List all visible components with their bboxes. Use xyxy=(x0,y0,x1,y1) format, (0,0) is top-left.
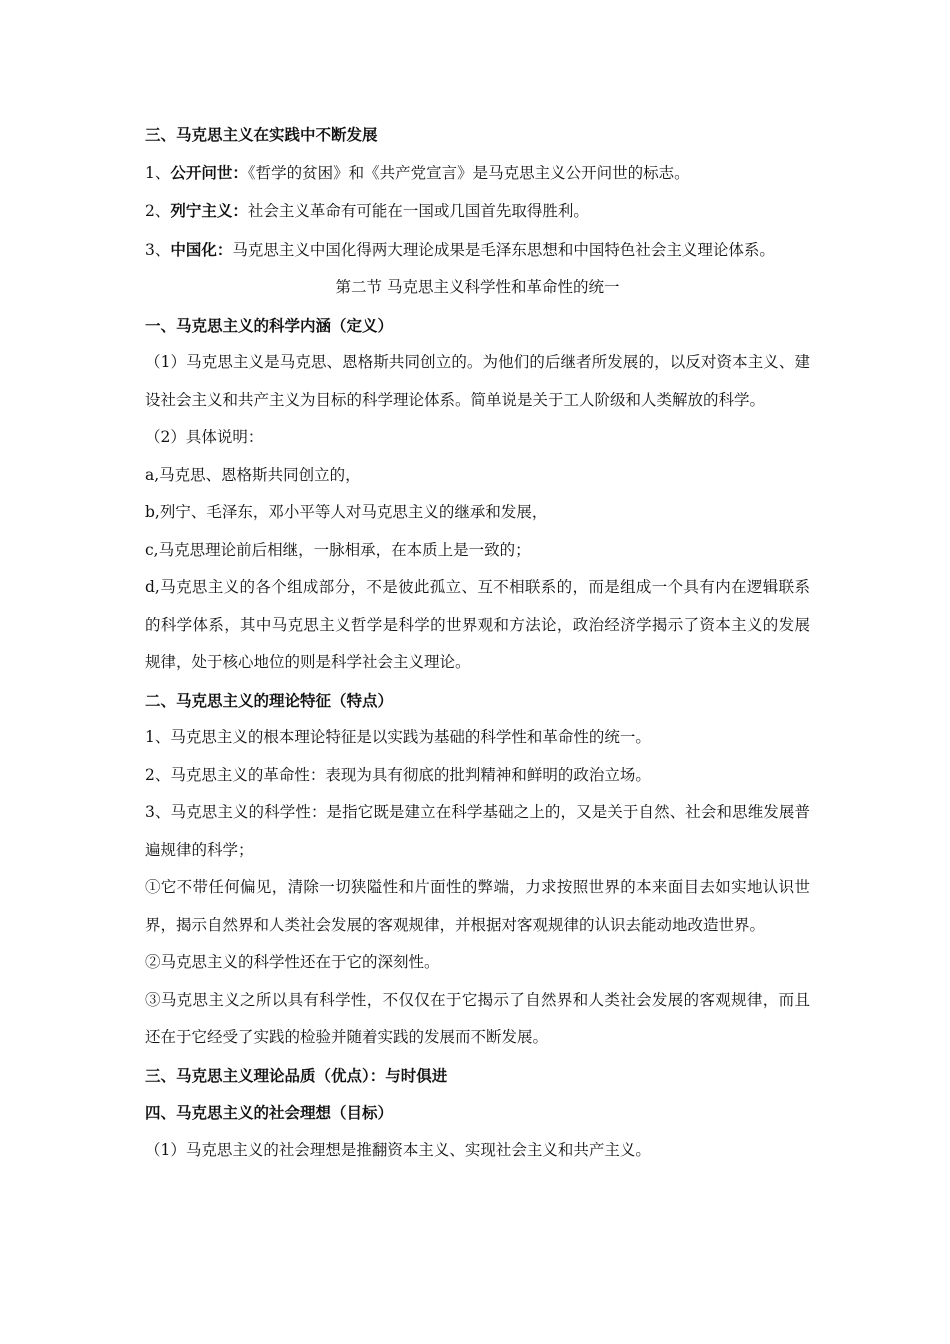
section-title: 第二节 马克思主义科学性和革命性的统一 xyxy=(335,278,620,296)
paragraph: ②马克思主义的科学性还在于它的深刻性。 xyxy=(145,953,440,971)
term: 中国化： xyxy=(170,239,233,259)
paragraph: ③马克思主义之所以具有科学性，不仅仅在于它揭示了自然界和人类社会发展的客观规律，而且还在于它经受了实践的检验并随着实践的发展而不断发展。 xyxy=(145,990,810,1046)
paragraph: （1）马克思主义的社会理想是推翻资本主义、实现社会主义和共产主义。 xyxy=(145,1140,651,1159)
paragraph: 3、马克思主义的科学性：是指它既是建立在科学基础之上的，又是关于自然、社会和思维发展普遍规律的科学； xyxy=(145,803,810,859)
section-heading: 三、马克思主义理论品质（优点）：与时俱进 xyxy=(145,1065,448,1085)
paragraph: 2、马克思主义的革命性：表现为具有彻底的批判精神和鲜明的政治立场。 xyxy=(145,765,651,784)
paragraph: （1）马克思主义是马克思、恩格斯共同创立的。为他们的后继者所发展的，以反对资本主义、建设社会主义和共产主义为目标的科学理论体系。简单说是关于工人阶级和人类解放的科学。 xyxy=(145,353,810,409)
item-text: 社会主义革命有可能在一国或几国首先取得胜利。 xyxy=(247,202,589,220)
section-heading: 三、马克思主义在实践中不断发展 xyxy=(145,125,378,144)
term: 列宁主义： xyxy=(170,201,248,220)
item-number: 2、 xyxy=(145,202,171,220)
item-number: 3、 xyxy=(145,240,171,259)
paragraph: c,马克思理论前后相继，一脉相承，在本质上是一致的； xyxy=(145,540,531,559)
paragraph: 1、马克思主义的根本理论特征是以实践为基础的科学性和革命性的统一。 xyxy=(145,728,651,746)
paragraph xyxy=(145,154,810,193)
section-heading: 一、马克思主义的科学内涵（定义） xyxy=(145,315,394,335)
section-heading: 二、马克思主义的理论特征（特点） xyxy=(145,690,394,710)
paragraph: d,马克思主义的各个组成部分，不是彼此孤立、互不相联系的，而是组成一个具有内在逻辑联系的科学体系，其中马克思主义哲学是科学的世界观和方法论，政治经济学揭示了资本主义的发展规律，处于核心地位的则是科学社会主义理论。 xyxy=(145,578,810,671)
paragraph: a,马克思、恩格斯共同创立的， xyxy=(145,465,361,484)
paragraph: （2）具体说明： xyxy=(145,428,264,446)
section-heading: 四、马克思主义的社会理想（目标） xyxy=(145,1103,394,1122)
item-text: 马克思主义中国化得两大理论成果是毛泽东思想和中国特色社会主义理论体系。 xyxy=(232,240,775,259)
term: 公开问世： xyxy=(170,162,248,182)
item-text: 《哲学的贫困》和《共产党宣言》是马克思主义公开问世的标志。 xyxy=(247,163,690,182)
paragraph: b,列宁、毛泽东，邓小平等人对马克思主义的继承和发展， xyxy=(145,503,548,521)
paragraph xyxy=(145,231,810,270)
item-number: 1、 xyxy=(145,163,171,182)
paragraph xyxy=(145,192,810,231)
document-body xyxy=(145,116,810,1169)
paragraph: ①它不带任何偏见，清除一切狭隘性和片面性的弊端，力求按照世界的本来面目去如实地认识世界，揭示自然界和人类社会发展的客观规律，并根据对客观规律的认识去能动地改造世界。 xyxy=(145,878,810,934)
